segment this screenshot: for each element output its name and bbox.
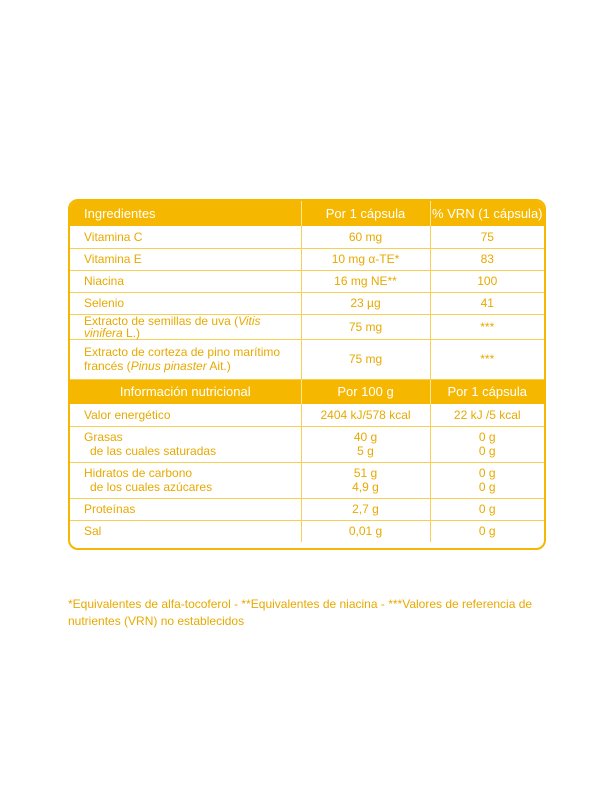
header-vrn: % VRN (1 cápsula) bbox=[430, 201, 544, 226]
latin-name: Vitis vinifera bbox=[84, 313, 261, 340]
name-text: L.) bbox=[122, 325, 141, 340]
value: 51 g bbox=[353, 466, 378, 480]
header-ingredientes: Ingredientes bbox=[70, 201, 301, 226]
value: 40 g bbox=[353, 430, 378, 444]
header-por-100g: Por 100 g bbox=[301, 379, 430, 404]
name-line: Extracto de corteza de pino marítimo bbox=[84, 345, 281, 359]
ingredient-vrn: *** bbox=[430, 314, 544, 339]
table-row bbox=[70, 462, 544, 498]
nutrient-label: Grasas bbox=[84, 430, 123, 444]
ingredient-name bbox=[70, 339, 301, 379]
nutrient-name bbox=[70, 426, 301, 462]
latin-name: Pinus pinaster bbox=[130, 359, 207, 373]
table-row bbox=[70, 498, 544, 520]
ingredients-header-row bbox=[70, 201, 544, 226]
nutrient-name: Proteínas bbox=[70, 498, 301, 520]
ingredient-amount: 60 mg bbox=[301, 226, 430, 248]
value: 4,9 g bbox=[352, 480, 379, 494]
ingredient-amount: 10 mg α-TE* bbox=[301, 248, 430, 270]
nutrient-per-capsule bbox=[430, 462, 544, 498]
table-row bbox=[70, 426, 544, 462]
table-row bbox=[70, 314, 544, 339]
nutrition-header-row bbox=[70, 379, 544, 404]
value: 0 g bbox=[478, 480, 496, 494]
ingredient-amount: 23 µg bbox=[301, 292, 430, 314]
header-por-capsula: Por 1 cápsula bbox=[430, 379, 544, 404]
footnote: *Equivalentes de alfa-tocoferol - **Equivalentes de niacina - ***Valores de referencia de nutrientes (VRN) no establecidos bbox=[68, 597, 533, 628]
header-informacion: Información nutricional bbox=[70, 379, 301, 404]
nutrient-name: Sal bbox=[70, 520, 301, 542]
ingredient-name bbox=[70, 314, 301, 339]
ingredient-name: Selenio bbox=[70, 292, 301, 314]
value: 0 g bbox=[478, 444, 496, 458]
nutrient-per-capsule bbox=[430, 426, 544, 462]
name-line bbox=[84, 360, 301, 372]
ingredient-amount: 75 mg bbox=[301, 314, 430, 339]
ingredient-name: Niacina bbox=[70, 270, 301, 292]
value: 5 g bbox=[357, 444, 374, 458]
ingredient-name: Vitamina E bbox=[70, 248, 301, 270]
table-row bbox=[70, 248, 544, 270]
table-row bbox=[70, 520, 544, 542]
nutrient-per-100g: 0,01 g bbox=[301, 520, 430, 542]
name-text: Ait.) bbox=[206, 359, 231, 373]
table-row bbox=[70, 226, 544, 248]
table-row bbox=[70, 339, 544, 379]
nutrient-sublabel: de los cuales azúcares bbox=[90, 480, 213, 494]
name-text: francés ( bbox=[84, 359, 131, 373]
table-row bbox=[70, 404, 544, 426]
ingredient-vrn: 100 bbox=[430, 270, 544, 292]
nutrient-per-100g: 2404 kJ/578 kcal bbox=[301, 404, 430, 426]
ingredient-vrn: *** bbox=[430, 339, 544, 379]
nutrition-panel bbox=[68, 199, 546, 550]
ingredient-vrn: 75 bbox=[430, 226, 544, 248]
table-row bbox=[70, 270, 544, 292]
nutrient-sublabel: de las cuales saturadas bbox=[90, 444, 217, 458]
value: 0 g bbox=[478, 466, 496, 480]
name-text: Extracto de semillas de uva ( bbox=[84, 313, 239, 328]
nutrient-per-100g bbox=[301, 426, 430, 462]
nutrient-per-capsule: 22 kJ /5 kcal bbox=[430, 404, 544, 426]
ingredient-amount: 16 mg NE** bbox=[301, 270, 430, 292]
header-por-capsula: Por 1 cápsula bbox=[301, 201, 430, 226]
value: 0 g bbox=[478, 430, 496, 444]
nutrient-per-capsule: 0 g bbox=[430, 498, 544, 520]
ingredients-table bbox=[70, 201, 544, 542]
nutrient-label: Hidratos de carbono bbox=[84, 466, 193, 480]
nutrient-per-capsule: 0 g bbox=[478, 524, 496, 539]
nutrient-name bbox=[70, 462, 301, 498]
ingredient-amount: 75 mg bbox=[301, 339, 430, 379]
ingredient-vrn: 83 bbox=[430, 248, 544, 270]
ingredient-vrn: 41 bbox=[430, 292, 544, 314]
table-row bbox=[70, 292, 544, 314]
nutrient-per-100g bbox=[301, 462, 430, 498]
nutrient-per-100g: 2,7 g bbox=[301, 498, 430, 520]
nutrient-name: Valor energético bbox=[70, 404, 301, 426]
ingredient-name: Vitamina C bbox=[70, 226, 301, 248]
